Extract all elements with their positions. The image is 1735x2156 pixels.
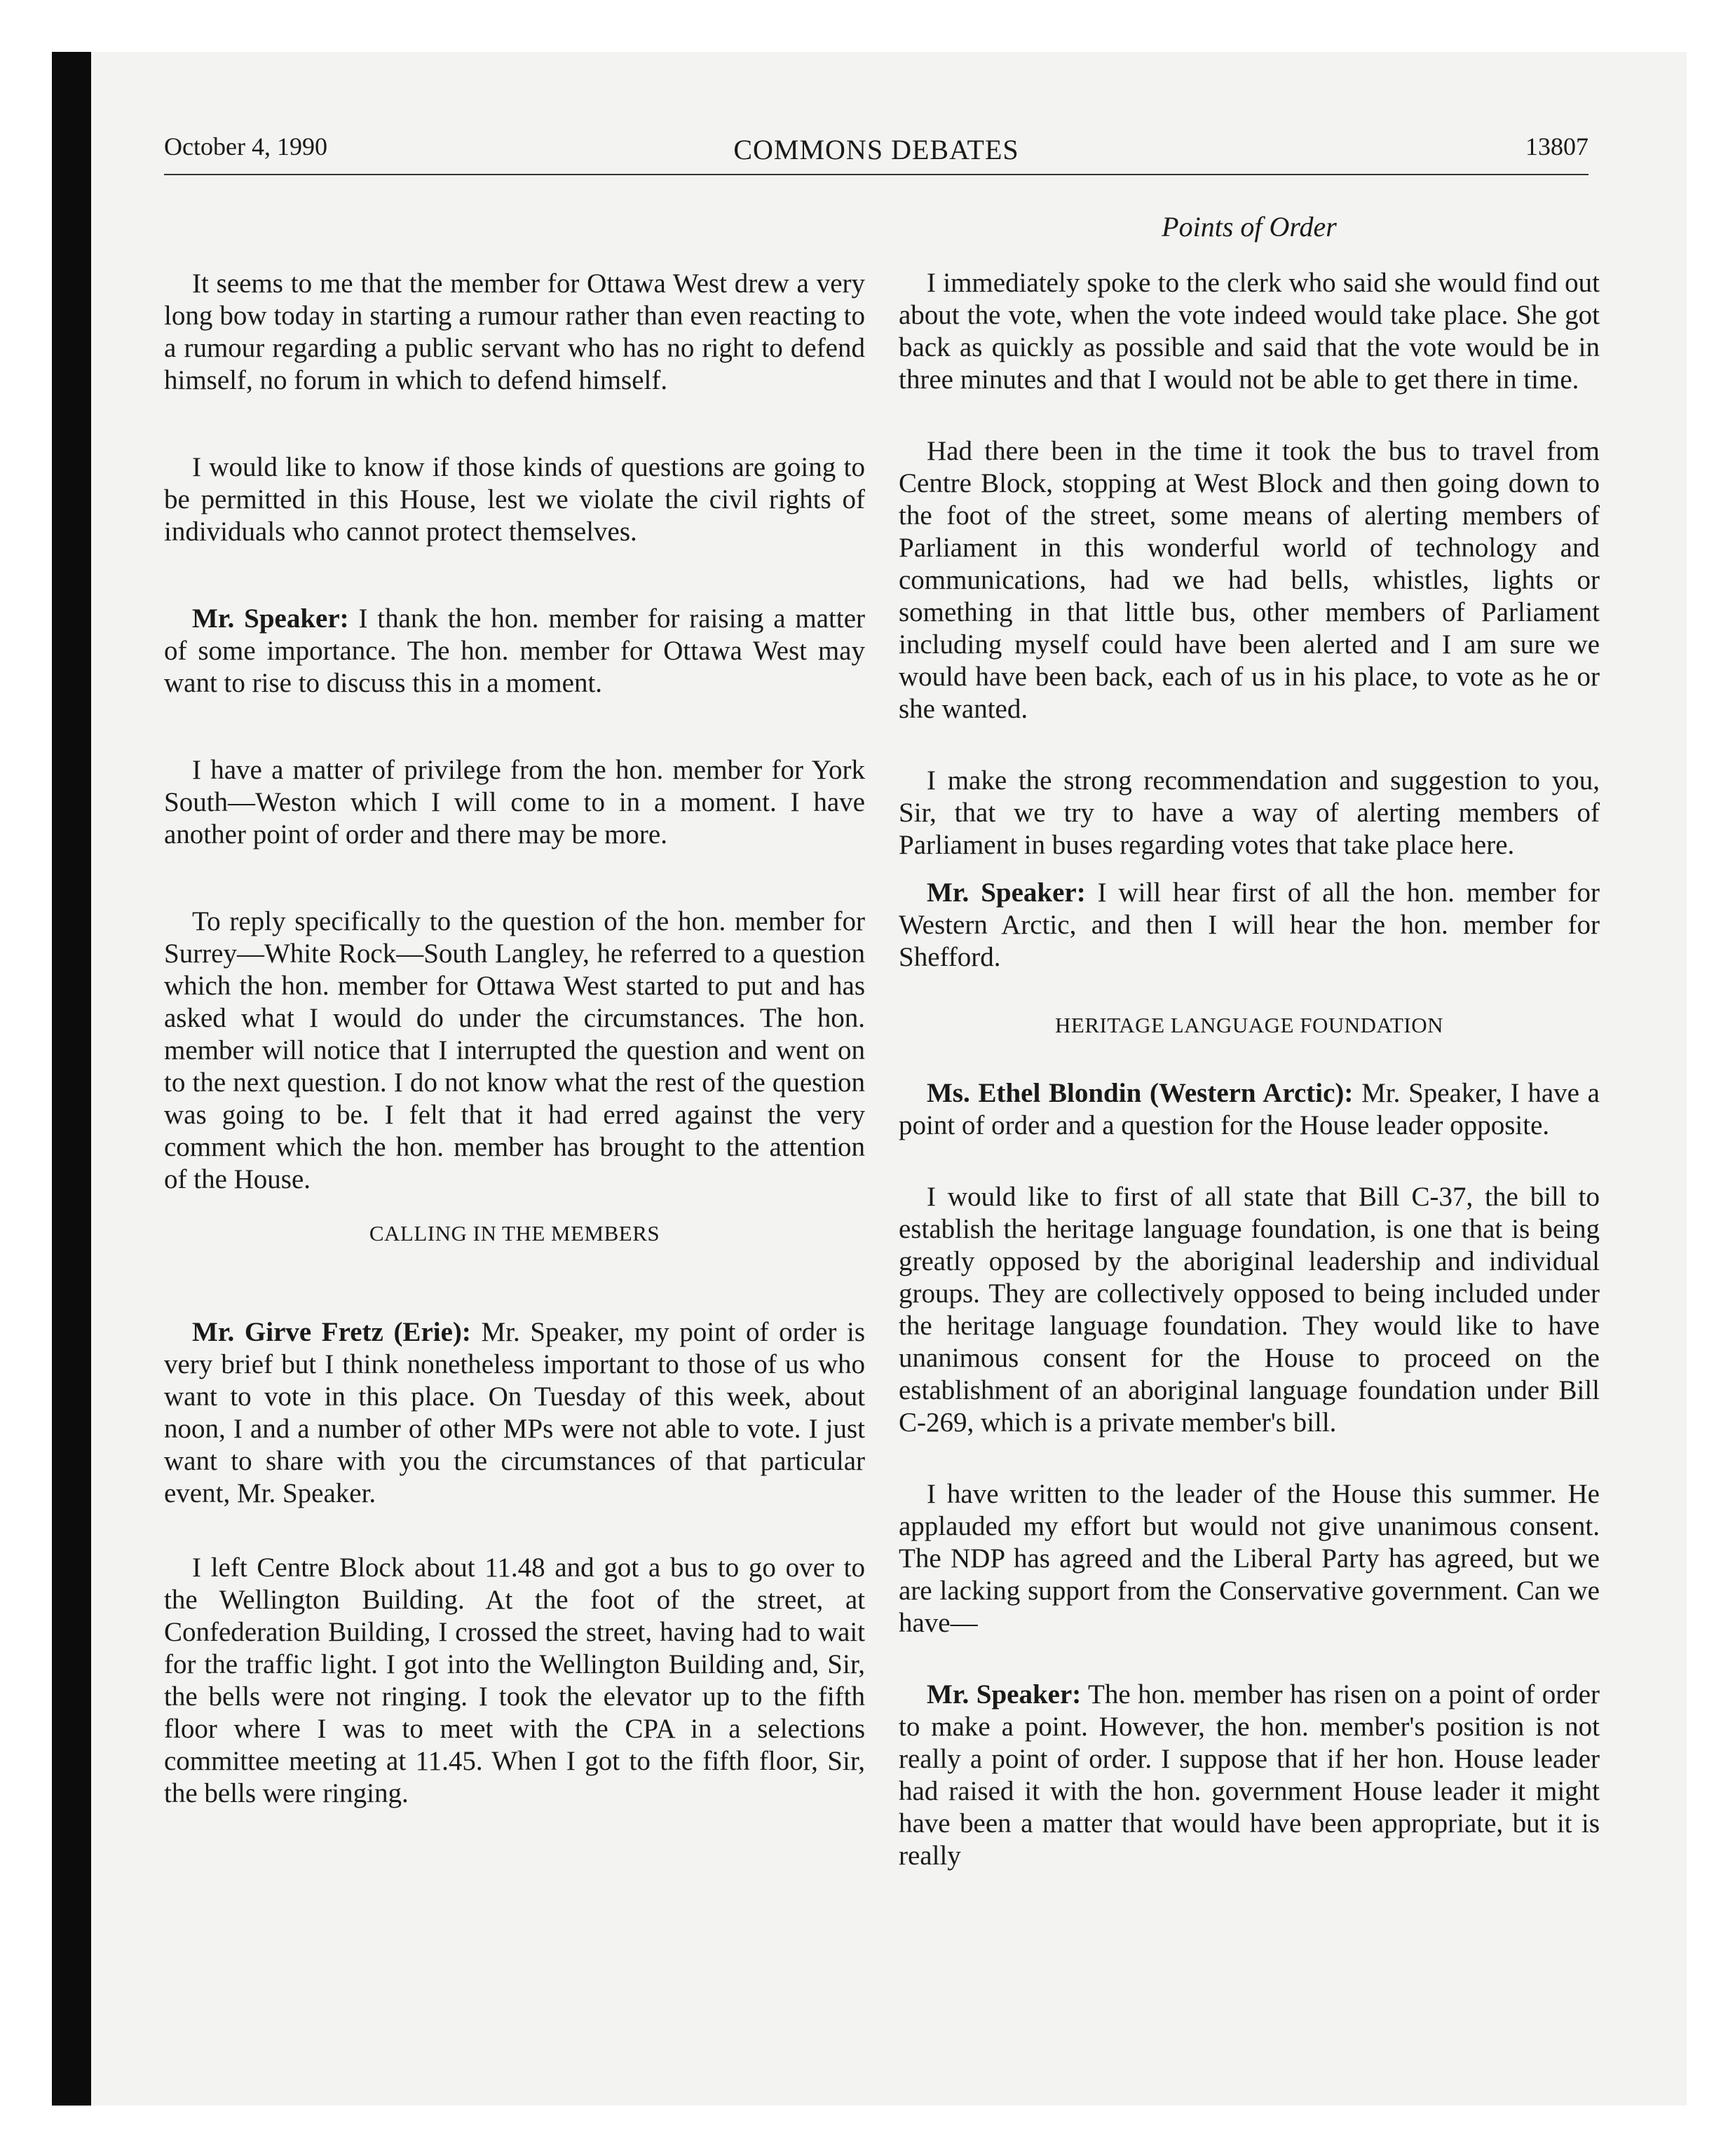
running-head: Points of Order: [1162, 211, 1337, 243]
header-date: October 4, 1990: [164, 132, 327, 161]
section-heading: CALLING IN THE MEMBERS: [369, 1221, 660, 1246]
page-header: [164, 132, 1588, 167]
speech-text: The hon. member has risen on a point of order to make a point. However, the hon. member's position is not really a point of order. I suppose that if her hon. House leader had raised it with the hon. government House leader it might have been a matter that would have been appropriate, but it is really: [899, 1679, 1600, 1871]
paragraph: I left Centre Block about 11.48 and got a bus to go over to the Wellington Building. At the foot of the street, at Confederation Building, I crossed the street, having had to wait for the traffic light. I got into the Wellington Building and, Sir, the bells were not ringing. I took the elevator up to the fifth floor where I was to meet with the CPA in a selections committee meeting at 11.45. When I got to the fifth floor, Sir, the bells were ringing.: [164, 1553, 865, 1808]
paragraph: [899, 877, 1600, 974]
speech-text: Mr. Speaker, my point of order is very brief but I think nonetheless important to those of us who want to vote in this place. On Tuesday of this week, about noon, I and a number of other MPs were not able to vote. I just want to share with you the circumstances of that particular event, Mr. Speaker.: [164, 1317, 865, 1508]
paragraph: I have a matter of privilege from the hon. member for York South—Weston which I will come to in a moment. I have another point of order and there may be more.: [164, 755, 865, 850]
speech-text: I will hear first of all the hon. member for Western Arctic, and then I will hear the hon. member for Shefford.: [899, 878, 1600, 972]
paragraph: [164, 603, 865, 700]
paragraph: I make the strong recommendation and suggestion to you, Sir, that we try to have a way of alerting members of Parliament in buses regarding votes that take place here.: [899, 765, 1600, 860]
speaker-name: Mr. Girve Fretz (Erie):: [192, 1317, 471, 1347]
speaker-name: Mr. Speaker:: [192, 603, 349, 634]
paragraph: I have written to the leader of the House this summer. He applauded my effort but would not give unanimous consent. The NDP has agreed and the Liberal Party has agreed, but we are lacking support from the Conservative government. Can we have—: [899, 1479, 1600, 1638]
speaker-name: Mr. Speaker:: [927, 878, 1086, 908]
paragraph: To reply specifically to the question of the hon. member for Surrey—White Rock—South Langley, he referred to a question which the hon. member for Ottawa West started to put and has asked what I would do under the circumstances. The hon. member will notice that I interrupted the question and went on to the next question. I do not know what the rest of the question was going to be. I felt that it had erred against the very comment which the hon. member has brought to the attention of the House.: [164, 906, 865, 1194]
section-heading: HERITAGE LANGUAGE FOUNDATION: [1055, 1013, 1443, 1037]
speech-text: I thank the hon. member for raising a matter of some importance. The hon. member for Ottawa West may want to rise to discuss this in a moment.: [164, 603, 865, 698]
speech-text: Mr. Speaker, I have a point of order and a question for the House leader opposite.: [899, 1078, 1600, 1140]
right-column: [899, 210, 1600, 1911]
left-column: [164, 210, 865, 1864]
paragraph: It seems to me that the member for Ottawa West drew a very long bow today in starting a rumour rather than even reacting to a rumour regarding a public servant who has no right to defend himself, no forum in which to defend himself.: [164, 268, 865, 395]
paragraph: [899, 1077, 1600, 1142]
paragraph: Had there been in the time it took the bus to travel from Centre Block, stopping at West Block and then going down to the foot of the street, some means of alerting members of Parliament in this wonderful world of technology and communications, had we had bells, whistles, lights or something in that little bus, other members of Parliament including myself could have been alerted and I am sure we would have been back, each of us in his place, to vote as he or she wanted.: [899, 436, 1600, 724]
paragraph: [164, 1316, 865, 1510]
header-rule: [164, 174, 1588, 175]
paragraph: [899, 1679, 1600, 1872]
speaker-name: Ms. Ethel Blondin (Western Arctic):: [927, 1078, 1354, 1108]
speaker-name: Mr. Speaker:: [927, 1679, 1082, 1710]
scan-margin-edge: [52, 52, 91, 2106]
paragraph: I would like to know if those kinds of questions are going to be permitted in this House, lest we violate the civil rights of individuals who cannot protect themselves.: [164, 452, 865, 547]
header-page-number: 13807: [1525, 132, 1588, 161]
header-title: COMMONS DEBATES: [733, 134, 1019, 165]
paragraph: I immediately spoke to the clerk who said she would find out about the vote, when the vote indeed would take place. She got back as quickly as possible and said that the vote would be in three minutes and that I would not be able to get there in time.: [899, 268, 1600, 395]
paragraph: I would like to first of all state that Bill C-37, the bill to establish the heritage language foundation, is one that is being greatly opposed by the aboriginal leadership and individual groups. They are collectively opposed to being included under the heritage language foundation. They would like to have unanimous consent for the House to proceed on the establishment of an aboriginal language foundation under Bill C-269, which is a private member's bill.: [899, 1182, 1600, 1438]
